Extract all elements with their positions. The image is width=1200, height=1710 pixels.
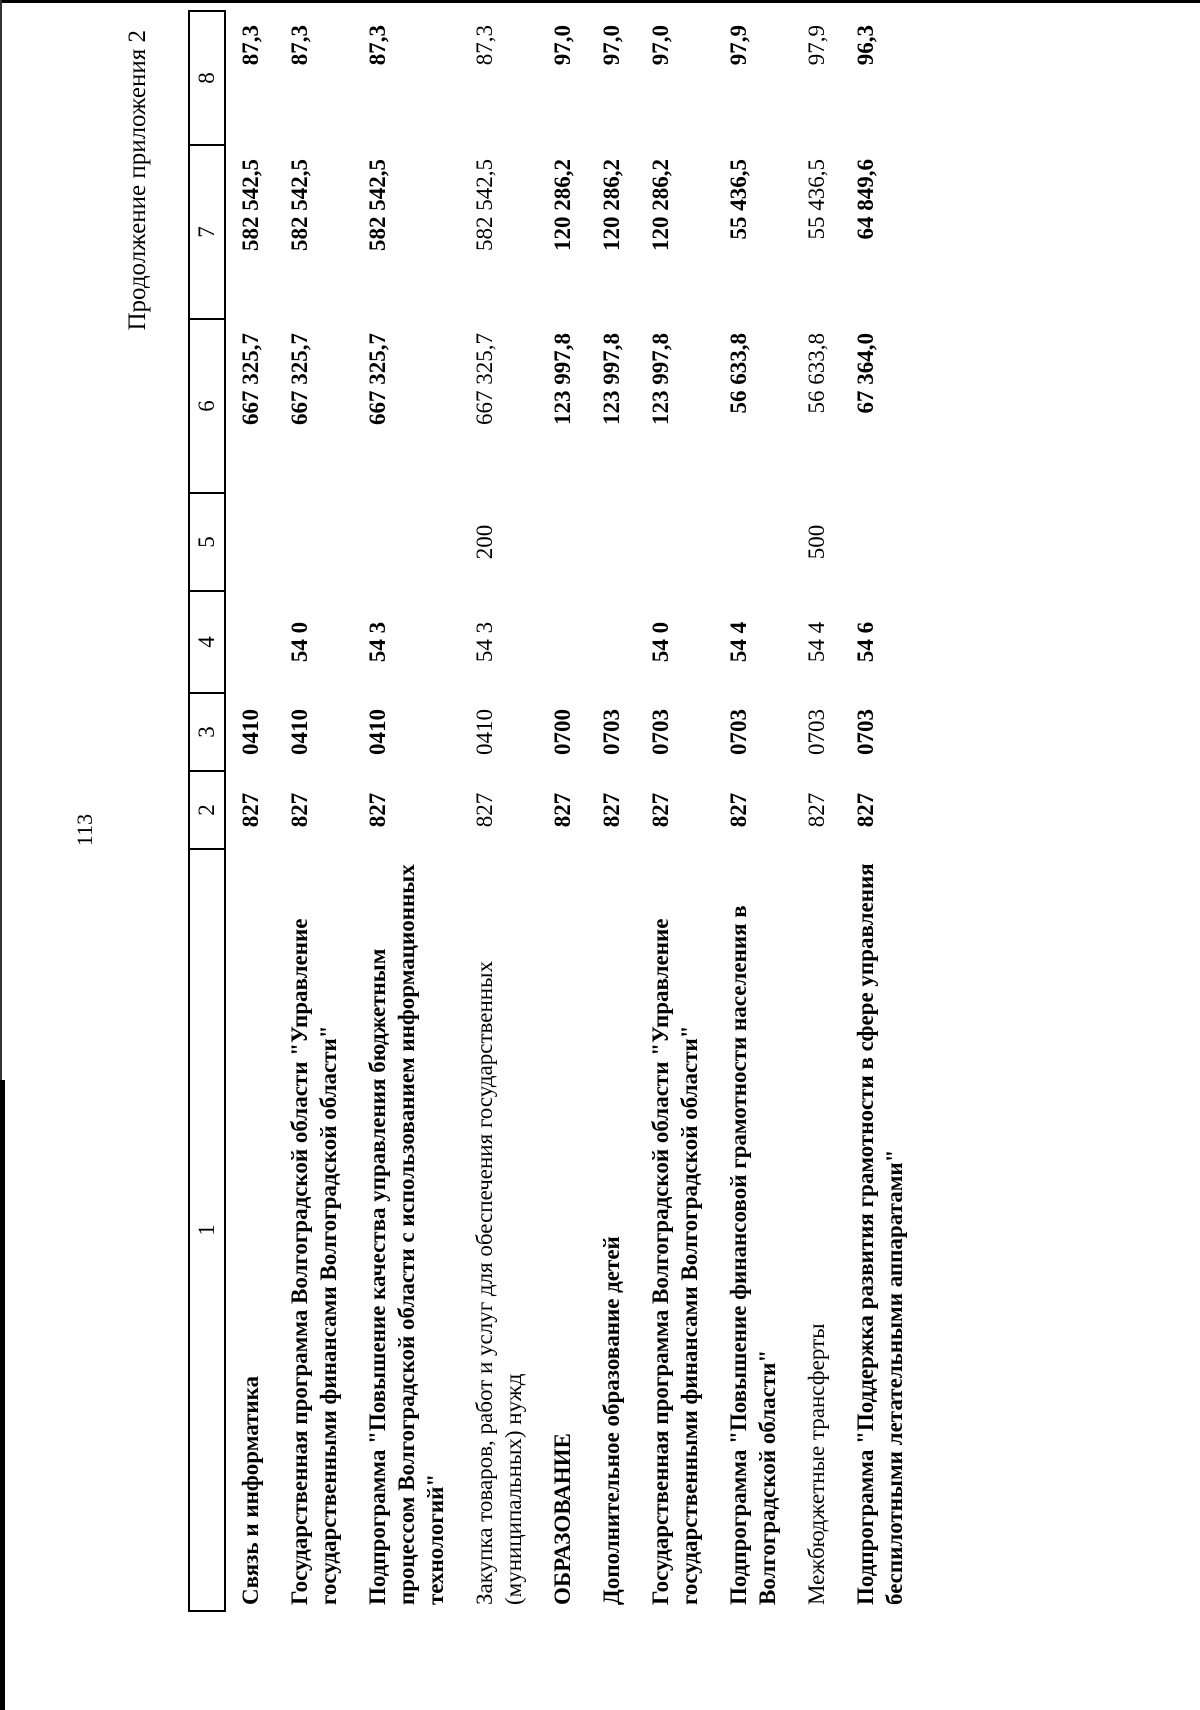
row-code-5: [636, 493, 714, 591]
row-code-3: 0703: [726, 709, 751, 755]
column-header-4: 4: [189, 591, 225, 693]
row-code-4: [538, 591, 587, 693]
row-code-5: [225, 493, 275, 591]
row-amount-6: 123 997,8: [648, 333, 673, 425]
row-code-2: 827: [599, 792, 624, 828]
row-percent-8: 97,0: [599, 25, 624, 66]
row-percent-8: 97,0: [550, 25, 575, 66]
row-code-3: 0703: [648, 709, 673, 755]
column-header-3: 3: [189, 693, 225, 771]
row-percent-8: 96,3: [853, 25, 878, 66]
row-code-5: [714, 493, 792, 591]
row-name: Межбюджетные трансферты: [804, 1323, 829, 1605]
row-amount-7: 64 849,6: [853, 159, 878, 240]
row-amount-7: 582 542,5: [287, 159, 312, 251]
row-code-3: 0410: [472, 709, 497, 755]
row-code-3: 0410: [238, 709, 263, 755]
row-name: Подпрограмма "Повышение финансовой грамотности населения в Волгоградской области": [726, 905, 780, 1605]
row-code-4: 54 0: [287, 621, 312, 663]
row-code-3: 0703: [804, 709, 829, 755]
row-amount-6: 123 997,8: [550, 333, 575, 425]
row-name: Дополнительное образование детей: [599, 1236, 624, 1605]
row-name: Государственная программа Волгоградской области "Управление государственными финансами Волгоградской области": [648, 918, 702, 1605]
row-code-5: [275, 493, 353, 591]
row-code-5: [353, 493, 460, 591]
row-name: Подпрограмма "Поддержка развития грамотности в сфере управления беспилотными летательными аппаратами": [853, 863, 907, 1605]
row-code-2: 827: [472, 792, 497, 828]
table-body: [225, 11, 919, 1611]
row-percent-8: 87,3: [365, 25, 390, 66]
row-code-5: [841, 493, 919, 591]
row-code-3: 0703: [599, 709, 624, 755]
table-row: [841, 11, 919, 1611]
row-code-4: 54 4: [804, 621, 829, 663]
row-code-3: 0703: [853, 709, 878, 755]
row-code-5: [538, 493, 587, 591]
table-row: [792, 11, 841, 1611]
row-code-5: 200: [472, 524, 497, 560]
row-code-4: 54 0: [648, 621, 673, 663]
row-amount-6: 56 633,8: [726, 333, 751, 414]
row-name: ОБРАЗОВАНИЕ: [550, 1433, 575, 1605]
table-row: [353, 11, 460, 1611]
table-row: [538, 11, 587, 1611]
table-row: [460, 11, 538, 1611]
row-amount-6: 667 325,7: [365, 333, 390, 425]
row-amount-7: 55 436,5: [726, 159, 751, 240]
column-header-7: 7: [189, 145, 225, 319]
row-code-2: 827: [365, 792, 390, 828]
row-code-2: 827: [726, 792, 751, 828]
row-code-5: 500: [804, 524, 829, 560]
column-header-8: 8: [189, 11, 225, 145]
table-row: [275, 11, 353, 1611]
column-header-1: 1: [189, 849, 225, 1611]
row-amount-7: 120 286,2: [550, 159, 575, 251]
row-percent-8: 97,9: [726, 25, 751, 66]
row-percent-8: 87,3: [472, 25, 497, 66]
row-code-2: 827: [804, 792, 829, 828]
continuation-note: Продолжение приложения 2: [124, 30, 151, 331]
row-code-4: [225, 591, 275, 693]
table-row: [587, 11, 636, 1611]
row-amount-7: 582 542,5: [472, 159, 497, 251]
row-name: Государственная программа Волгоградской области "Управление государственными финансами Волгоградской области": [287, 918, 341, 1605]
column-header-6: 6: [189, 319, 225, 493]
row-code-5: [587, 493, 636, 591]
row-amount-7: 120 286,2: [648, 159, 673, 251]
table-row: [714, 11, 792, 1611]
row-amount-6: 667 325,7: [472, 333, 497, 425]
row-name: Связь и информатика: [238, 1375, 263, 1605]
row-percent-8: 87,3: [287, 25, 312, 66]
row-amount-6: 667 325,7: [238, 333, 263, 425]
row-code-3: 0410: [287, 709, 312, 755]
row-code-2: 827: [287, 792, 312, 828]
row-code-4: [587, 591, 636, 693]
row-amount-7: 55 436,5: [804, 159, 829, 240]
row-code-3: 0700: [550, 709, 575, 755]
row-code-2: 827: [648, 792, 673, 828]
row-name: Подпрограмма "Повышение качества управления бюджетным процессом Волгоградской области с использованием информационных технологий": [365, 864, 448, 1605]
row-code-4: 54 3: [472, 621, 497, 663]
row-code-3: 0410: [365, 709, 390, 755]
budget-table: [188, 10, 919, 1612]
row-amount-6: 667 325,7: [287, 333, 312, 425]
row-amount-6: 67 364,0: [853, 333, 878, 414]
table-row: [225, 11, 275, 1611]
row-percent-8: 87,3: [238, 25, 263, 66]
row-amount-6: 123 997,8: [599, 333, 624, 425]
row-code-4: 54 4: [726, 621, 751, 663]
table-row: [636, 11, 714, 1611]
row-percent-8: 97,9: [804, 25, 829, 66]
row-code-2: 827: [550, 792, 575, 828]
row-amount-7: 582 542,5: [238, 159, 263, 251]
row-code-2: 827: [238, 792, 263, 828]
row-code-2: 827: [853, 792, 878, 828]
row-amount-7: 120 286,2: [599, 159, 624, 251]
page-number: 113: [72, 813, 97, 847]
column-header-5: 5: [189, 493, 225, 591]
header-row: [189, 11, 225, 1611]
row-amount-6: 56 633,8: [804, 333, 829, 414]
row-code-4: 54 3: [365, 621, 390, 663]
row-name: Закупка товаров, работ и услуг для обеспечения государственных (муниципальных) нужд: [472, 960, 526, 1605]
column-header-2: 2: [189, 771, 225, 849]
row-amount-7: 582 542,5: [365, 159, 390, 251]
row-percent-8: 97,0: [648, 25, 673, 66]
row-code-4: 54 6: [853, 621, 878, 663]
